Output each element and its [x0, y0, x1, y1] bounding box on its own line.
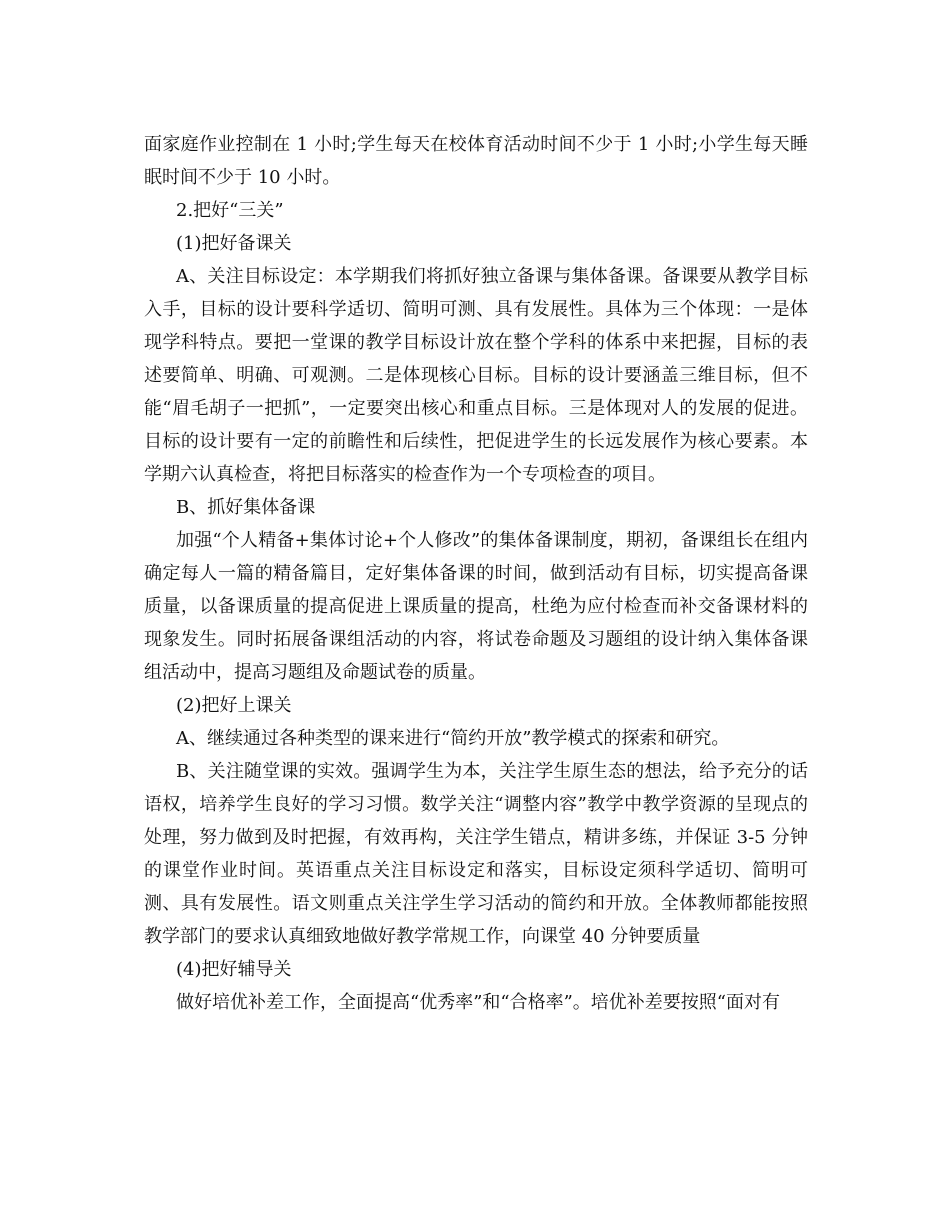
subheading-tutoring: (4)把好辅导关: [176, 959, 292, 980]
paragraph-teaching-model: A、继续通过各种类型的课来进行“简约开放”教学模式的探索和研究。: [176, 728, 730, 749]
paragraph-continuation: 面家庭作业控制在 1 小时;学生每天在校体育活动时间不少于 1 小时;小学生每天睡眠时间不少于 10 小时。: [144, 134, 808, 188]
subheading-lesson-preparation: (1)把好备课关: [176, 233, 292, 254]
subheading-classroom-teaching: (2)把好上课关: [176, 695, 292, 716]
paragraph-class-effectiveness: B、关注随堂课的实效。强调学生为本，关注学生原生态的想法，给予充分的话语权，培养学生良好的学习习惯。数学关注“调整内容”教学中教学资源的呈现点的处理，努力做到及时把握，有效再构，关注学生错点，精讲多练，并保证 3-5 分钟的课堂作业时间。英语重点关注目标设定和落实，目标设定须科学适切、简明可测、具有发展性。语文则重点关注学生学习活动的简约和开放。全体教师都能按照教学部门的要求认真细致地做好教学常规工作，向课堂 40 分钟要质量: [144, 761, 808, 947]
paragraph-goal-setting: A、关注目标设定：本学期我们将抓好独立备课与集体备课。备课要从教学目标入手，目标的设计要科学适切、简明可测、具有发展性。具体为三个体现：一是体现学科特点。要把一堂课的教学目标设计放在整个学科的体系中来把握，目标的表述要简单、明确、可观测。二是体现核心目标。目标的设计要涵盖三维目标，但不能“眉毛胡子一把抓”，一定要突出核心和重点目标。三是体现对人的发展的促进。目标的设计要有一定的前瞻性和后续性，把促进学生的长远发展作为核心要素。本学期六认真检查，将把目标落实的检查作为一个专项检查的项目。: [144, 266, 808, 485]
subheading-collective-preparation: B、抓好集体备课: [176, 497, 316, 518]
paragraph-tutoring: 做好培优补差工作，全面提高“优秀率”和“合格率”。培优补差要按照“面对有: [176, 992, 781, 1013]
document-body: [144, 128, 808, 1019]
paragraph-collective-preparation: 加强“个人精备+集体讨论+个人修改”的集体备课制度，期初，备课组长在组内确定每人一篇的精备篇目，定好集体备课的时间，做到活动有目标，切实提高备课质量，以备课质量的提高促进上课质量的提高，杜绝为应付检查而补交备课材料的现象发生。同时拓展备课组活动的内容，将试卷命题及习题组的设计纳入集体备课组活动中，提高习题组及命题试卷的质量。: [144, 530, 808, 683]
section-heading-three-checks: 2.把好“三关”: [176, 200, 284, 221]
